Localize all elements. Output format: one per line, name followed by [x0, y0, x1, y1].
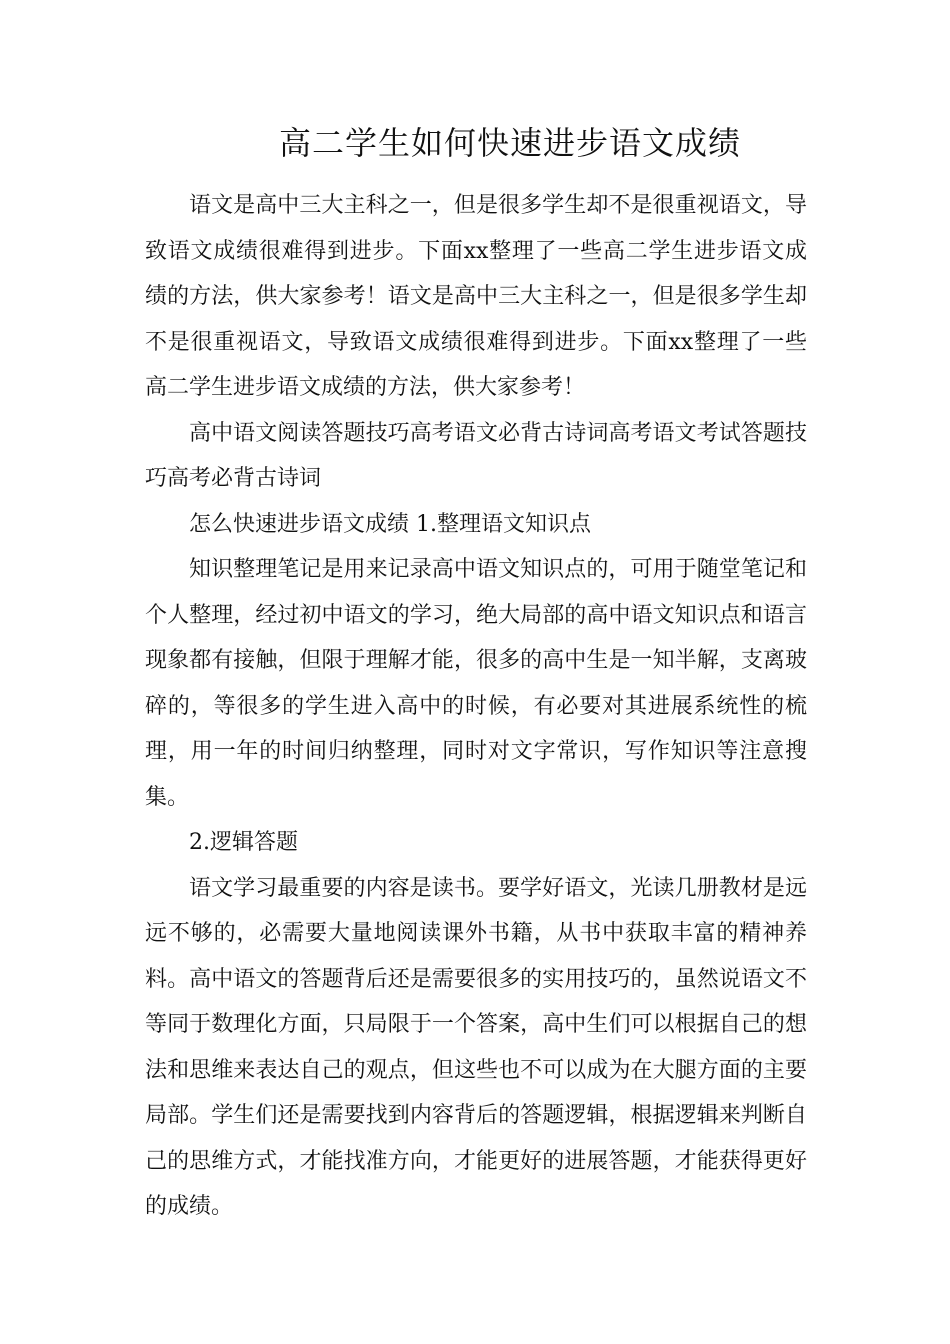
- paragraph-intro: 语文是高中三大主科之一，但是很多学生却不是很重视语文，导致语文成绩很难得到进步。下面xx整理了一些高二学生进步语文成绩的方法，供大家参考！语文是高中三大主科之一，但是很多学生却不是很重视语文，导致语文成绩很难得到进步。下面xx整理了一些高二学生进步语文成绩的方法，供大家参考！: [145, 193, 807, 400]
- document-body: [145, 183, 807, 1230]
- paragraph-section-heading-1: 怎么快速进步语文成绩 1.整理语文知识点: [189, 511, 591, 537]
- paragraph-related-links: 高中语文阅读答题技巧高考语文必背古诗词高考语文考试答题技巧高考必背古诗词: [145, 420, 807, 491]
- paragraph-section-heading-2: 2.逻辑答题: [189, 830, 298, 855]
- document-title: 高二学生如何快速进步语文成绩: [278, 124, 741, 162]
- paragraph-knowledge-notes: 知识整理笔记是用来记录高中语文知识点的，可用于随堂笔记和个人整理，经过初中语文的学习，绝大局部的高中语文知识点和语言现象都有接触，但限于理解才能，很多的高中生是一知半解，支离玻碎的，等很多的学生进入高中的时候，有必要对其进展系统性的梳理，用一年的时间归纳整理，同时对文字常识，写作知识等注意搜集。: [145, 557, 807, 810]
- paragraph-logic-answering: 语文学习最重要的内容是读书。要学好语文，光读几册教材是远远不够的，必需要大量地阅读课外书籍，从书中获取丰富的精神养料。高中语文的答题背后还是需要很多的实用技巧的，虽然说语文不等同于数理化方面，只局限于一个答案，高中生们可以根据自己的想法和思维来表达自己的观点，但这些也不可以成为在大腿方面的主要局部。学生们还是需要找到内容背后的答题逻辑，根据逻辑来判断自己的思维方式，才能找准方向，才能更好的进展答题，才能获得更好的成绩。: [145, 875, 807, 1219]
